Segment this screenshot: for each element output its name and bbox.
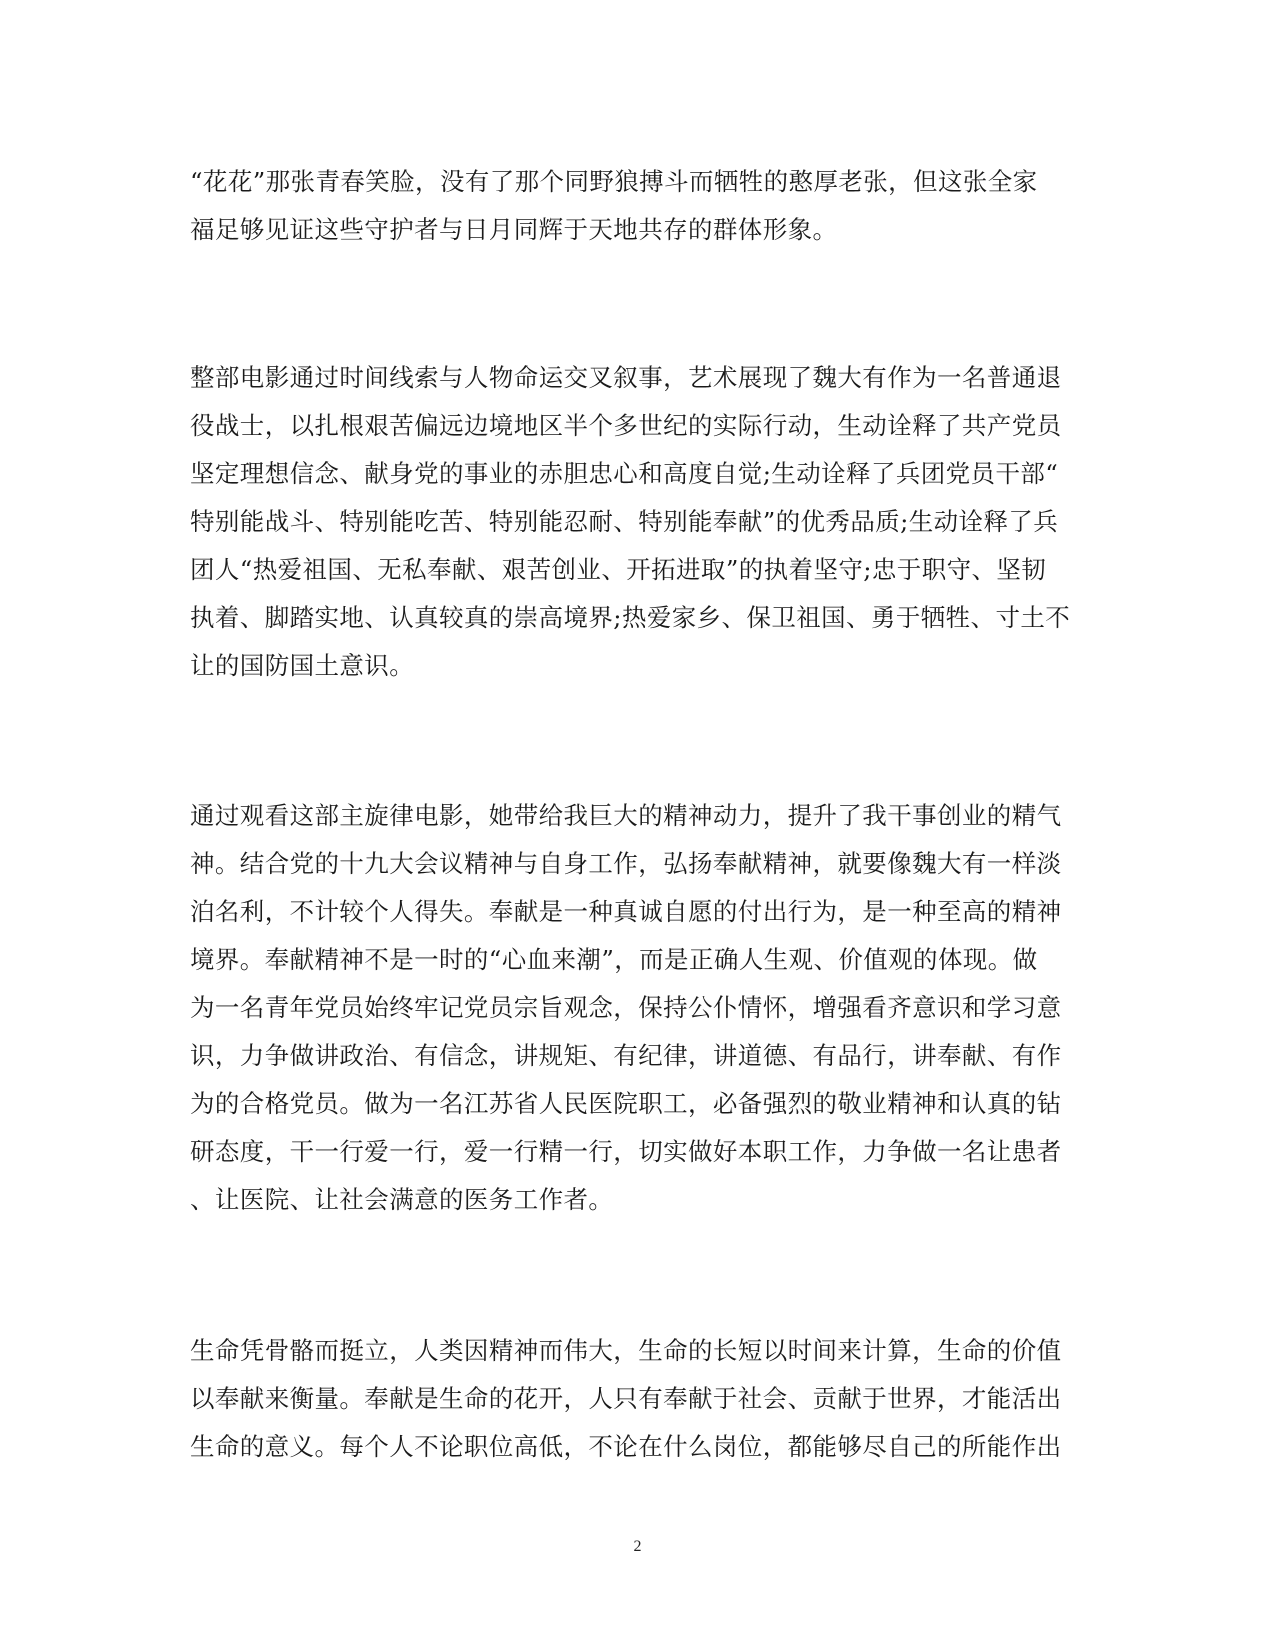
text-line: 泊名利，不计较个人得失。奉献是一种真诚自愿的付出行为，是一种至高的精神	[190, 897, 1062, 926]
text-line: 坚定理想信念、献身党的事业的赤胆忠心和高度自觉;生动诠释了兵团党员干部“	[190, 459, 1059, 488]
text-line: 为的合格党员。做为一名江苏省人民医院职工，必备强烈的敬业精神和认真的钻	[190, 1089, 1062, 1118]
paragraph-4	[190, 1327, 1075, 1471]
text-line: 役战士，以扎根艰苦偏远边境地区半个多世纪的实际行动，生动诠释了共产党员	[190, 411, 1062, 440]
text-line: 生命凭骨骼而挺立，人类因精神而伟大，生命的长短以时间来计算，生命的价值	[190, 1336, 1062, 1365]
paragraph-1	[190, 158, 1075, 254]
text-line: 以奉献来衡量。奉献是生命的花开，人只有奉献于社会、贡献于世界，才能活出	[190, 1384, 1062, 1413]
page-number: 2	[633, 1538, 642, 1555]
text-line: 神。结合党的十九大会议精神与自身工作，弘扬奉献精神，就要像魏大有一样淡	[190, 849, 1062, 878]
text-line: 福足够见证这些守护者与日月同辉于天地共存的群体形象。	[190, 215, 838, 244]
paragraph-2	[190, 354, 1075, 690]
text-line: 执着、脚踏实地、认真较真的崇高境界;热爱家乡、保卫祖国、勇于牺牲、寸土不	[190, 603, 1071, 632]
text-line: 团人“热爱祖国、无私奉献、艰苦创业、开拓进取”的执着坚守;忠于职守、坚韧	[190, 555, 1047, 584]
text-line: 研态度，干一行爱一行，爱一行精一行，切实做好本职工作，力争做一名让患者	[190, 1137, 1062, 1166]
text-line: 让的国防国土意识。	[190, 651, 415, 680]
text-line: 境界。奉献精神不是一时的“心血来潮”，而是正确人生观、价值观的体现。做	[190, 945, 1038, 974]
text-line: 整部电影通过时间线索与人物命运交叉叙事，艺术展现了魏大有作为一名普通退	[190, 363, 1062, 392]
text-line: 识，力争做讲政治、有信念，讲规矩、有纪律，讲道德、有品行，讲奉献、有作	[190, 1041, 1062, 1070]
text-line: 为一名青年党员始终牢记党员宗旨观念，保持公仆情怀，增强看齐意识和学习意	[190, 993, 1062, 1022]
text-line: 、让医院、让社会满意的医务工作者。	[190, 1185, 614, 1214]
paragraph-3	[190, 792, 1075, 1224]
text-line: 生命的意义。每个人不论职位高低，不论在什么岗位，都能够尽自己的所能作出	[190, 1432, 1062, 1461]
text-line: 特别能战斗、特别能吃苦、特别能忍耐、特别能奉献”的优秀品质;生动诠释了兵	[190, 507, 1059, 536]
text-line: 通过观看这部主旋律电影，她带给我巨大的精神动力，提升了我干事创业的精气	[190, 801, 1062, 830]
text-line: “花花”那张青春笑脸，没有了那个同野狼搏斗而牺牲的憨厚老张，但这张全家	[190, 167, 1038, 196]
